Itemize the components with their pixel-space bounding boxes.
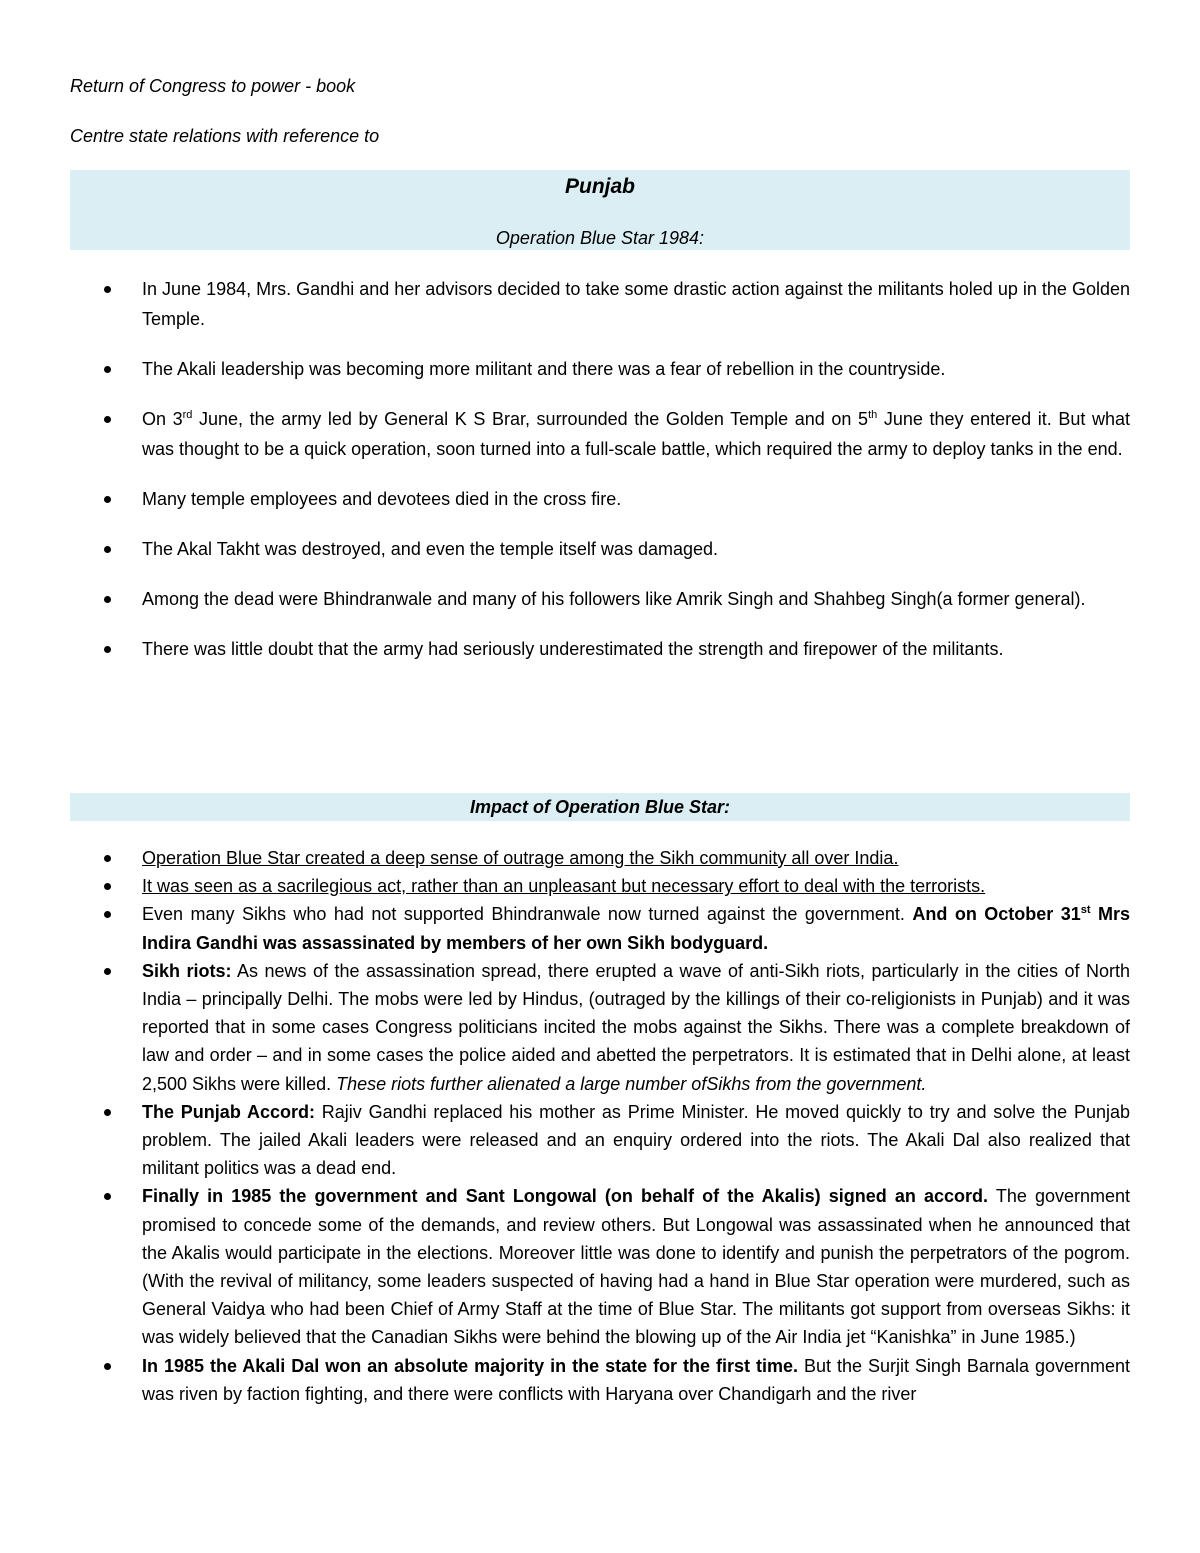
list-item: [100, 1352, 1130, 1408]
bullet-text: Many temple employees and devotees died in the cross fire.: [142, 489, 622, 509]
bullet-text: There was little doubt that the army had seriously underestimated the strength and firepower of the militants.: [142, 639, 1004, 659]
text-run: But the Surjit Singh Barnala government was riven by faction fighting, and there were conflicts with Haryana over Chandigarh and the river: [142, 1355, 1130, 1404]
list-item: [100, 1182, 1130, 1351]
list-item: [100, 957, 1130, 1098]
list-item: [100, 634, 1130, 664]
bullet-text: Operation Blue Star created a deep sense of outrage among the Sikh community all over India.: [142, 848, 899, 868]
bullet-icon: [104, 1193, 111, 1200]
bold-run: Mrs Indira Gandhi was assassinated by members of her own Sikh bodyguard.: [142, 904, 1131, 953]
superscript: th: [868, 409, 878, 421]
list-item: [100, 584, 1130, 614]
italic-run: These riots further alienated a large number ofSikhs from the government.: [336, 1073, 927, 1094]
bullet-text: In June 1984, Mrs. Gandhi and her advisors decided to take some drastic action against the militants holed up in the Golden Temple.: [142, 279, 1130, 329]
list-item: [100, 844, 1130, 872]
list-item: [100, 404, 1130, 464]
bullet-icon: [104, 911, 111, 918]
bold-run: In 1985 the Akali Dal won an absolute majority in the state for the first time.: [142, 1355, 798, 1376]
impact-bullet-list: [100, 844, 1130, 1408]
bullet-text: [142, 1356, 1130, 1404]
text-run: June they entered it. But what was thought to be a quick operation, soon turned into a full-scale battle, which required the army to deploy tanks in the end.: [142, 409, 1130, 459]
list-item: [100, 534, 1130, 564]
text-run: Even many Sikhs who had not supported Bhindranwale now turned against the government.: [142, 904, 913, 925]
list-item: [100, 1098, 1130, 1183]
bullet-icon: [104, 1363, 111, 1370]
text-run: On 3: [142, 409, 183, 429]
bullet-text: The Akali leadership was becoming more militant and there was a fear of rebellion in the countryside.: [142, 359, 946, 379]
bullet-icon: [104, 855, 111, 862]
bullet-icon: [104, 968, 111, 975]
bullet-text: [142, 961, 1130, 1094]
bullet-icon: [104, 416, 111, 423]
list-item: [100, 484, 1130, 514]
bold-run: The Punjab Accord:: [142, 1101, 315, 1122]
section-band-punjab: [70, 170, 1130, 250]
blue-star-bullet-list: [100, 274, 1130, 684]
section-band-impact: [70, 793, 1130, 821]
bullet-icon: [104, 286, 111, 293]
bullet-icon: [104, 546, 111, 553]
text-run: As news of the assassination spread, there erupted a wave of anti-Sikh riots, particularly in the cities of North India – principally Delhi. The mobs were led by Hindus, (outraged by the killings of their co-religionists in Punjab) and it was reported that in some cases Congress politicians incited the mobs against the Sikhs. There was a complete breakdown of law and order – and in some cases the police aided and abetted the perpetrators. It is estimated that in Delhi alone, at least 2,500 Sikhs were killed.: [142, 960, 1130, 1094]
section-title-impact: Impact of Operation Blue Star:: [469, 797, 731, 817]
bullet-icon: [104, 366, 111, 373]
bullet-icon: [104, 1109, 111, 1116]
list-item: [100, 354, 1130, 384]
bullet-icon: [104, 596, 111, 603]
bullet-text: It was seen as a sacrilegious act, rather than an unpleasant but necessary effort to deal with the terrorists.: [142, 876, 986, 897]
bullet-text: Among the dead were Bhindranwale and many of his followers like Amrik Singh and Shahbeg Singh(a former general).: [142, 589, 1086, 609]
text-run: June, the army led by General K S Brar, surrounded the Golden Temple and on 5: [192, 409, 869, 429]
bold-run: Finally in 1985 the government and Sant Longowal (on behalf of the Akalis) signed an accord.: [142, 1186, 989, 1207]
bullet-text: [142, 1102, 1130, 1178]
header-line-book: Return of Congress to power - book: [70, 76, 356, 96]
bold-run: Sikh riots:: [142, 960, 232, 981]
text-run: Rajiv Gandhi replaced his mother as Prime Minister. He moved quickly to try and solve the Punjab problem. The jailed Akali leaders were released and an enquiry ordered into the riots. The Akali Dal also realized that militant politics was a dead end.: [142, 1101, 1130, 1179]
section-subtitle-blue-star: Operation Blue Star 1984:: [495, 228, 705, 248]
bullet-text: [142, 409, 1130, 459]
bullet-icon: [104, 646, 111, 653]
bullet-icon: [104, 496, 111, 503]
bullet-text: [142, 904, 1130, 952]
list-item: [100, 900, 1130, 956]
bullet-icon: [104, 883, 111, 890]
bullet-text: The Akal Takht was destroyed, and even the temple itself was damaged.: [142, 539, 718, 559]
header-line-relations: Centre state relations with reference to: [70, 126, 380, 146]
list-item: [100, 872, 1130, 900]
list-item: [100, 274, 1130, 334]
bold-run: And on October 31: [912, 904, 1081, 925]
bullet-text: [142, 1186, 1130, 1347]
section-title-punjab: Punjab: [564, 175, 635, 198]
superscript: rd: [182, 409, 193, 421]
superscript: st: [1080, 904, 1091, 917]
text-run: The government promised to concede some of the demands, and review others. But Longowal was assassinated when he announced that the Akalis would participate in the elections. Moreover little was done to identify and punish the perpetrators of the pogrom. (With the revival of militancy, some leaders suspected of having had a hand in Blue Star operation were murdered, such as General Vaidya who had been Chief of Army Staff at the time of Blue Star. The militants got support from overseas Sikhs: it was widely believed that the Canadian Sikhs were behind the blowing up of the Air India jet “Kanishka” in June 1985.): [142, 1186, 1131, 1348]
